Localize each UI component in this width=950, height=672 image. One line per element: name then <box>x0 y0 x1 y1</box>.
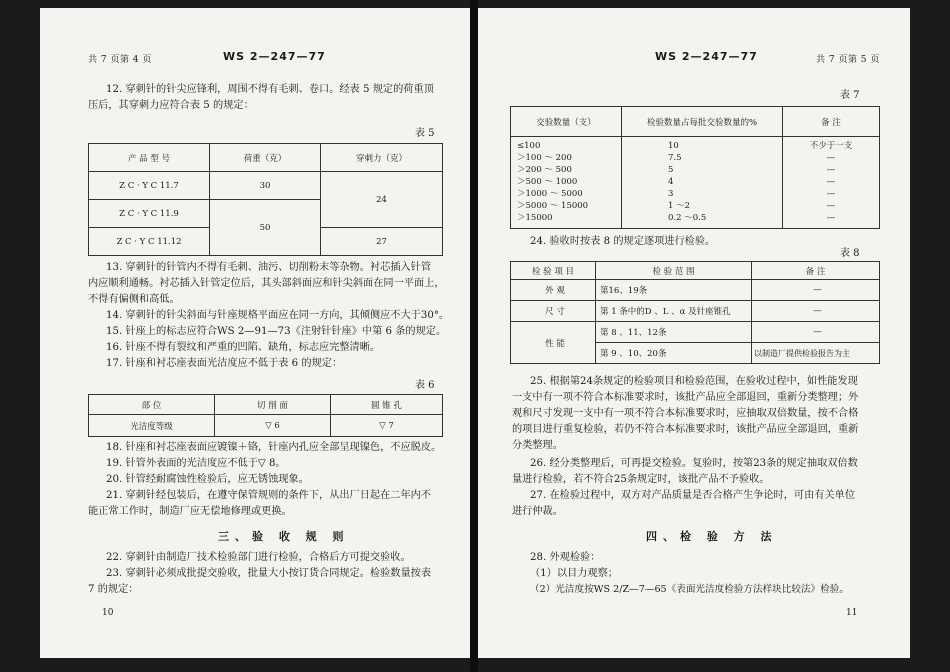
table8 <box>510 261 880 364</box>
table8-cell: 尺 寸 <box>511 301 596 322</box>
right-header-pages: 共 7 页第 5 页 <box>816 55 880 65</box>
table7-quantity-col: ≤100 ＞100 ～ 200 ＞200 ～ 500 ＞500 ～ 1000 ＞1000 ～ 5000 ＞5000 ～ 15000 ＞15000 <box>511 137 622 229</box>
right-header-standard: WS 2—247—77 <box>655 50 758 63</box>
section-3-title: 三、验 收 规 则 <box>218 530 350 543</box>
table5-cell: Z C · Y C 11.7 <box>89 172 210 200</box>
para-27: 27. 在检验过程中，双方对产品质量是否合格产生争论时，可由有关单位 进行仲裁。 <box>512 490 856 517</box>
table8-cell: — <box>752 280 880 301</box>
right-page <box>478 8 910 658</box>
table7-header: 检验数量占每批交验数量的% <box>622 107 783 137</box>
left-header-pages: 共 7 页第 4 页 <box>88 55 152 65</box>
table8-cell: 以制造厂提供检验报告为主 <box>752 343 880 364</box>
para-28: 28. 外观检验： <box>530 552 601 563</box>
table5-cell: 27 <box>321 228 443 256</box>
table6 <box>88 394 443 437</box>
para-25: 25. 根据第24条规定的检验项目和检验范围，在验收过程中，如性能发现 一支中有一项不符合本标准要求时，该批产品应全部退回，重新分类整理；外 观和尺寸发现一支中有一项不符合本标准要求时，应抽取双倍数量，按不合格 的项目进行重复检验，若仍不符合本标准要求时，该批产品应全部退回，重新 分类整理。 <box>512 376 859 451</box>
table7-header: 备 注 <box>783 107 880 137</box>
table7-label: 表 7 <box>840 90 860 101</box>
book-gutter <box>470 0 478 672</box>
table7-note-col: 不少于一支 — — — — — — <box>783 137 880 229</box>
para-19: 19. 针管外表面的光洁度应不低于▽ 8。 <box>106 458 286 469</box>
table8-cell: — <box>752 301 880 322</box>
right-page-number: 11 <box>846 608 858 618</box>
table8-header: 检 验 范 围 <box>596 262 752 280</box>
table6-cell: ▽ 6 <box>215 415 331 437</box>
table5-header: 荷重（克） <box>210 144 321 172</box>
table5-header: 产 品 型 号 <box>89 144 210 172</box>
table7-header: 交验数量（支） <box>511 107 622 137</box>
para-12: 12. 穿刺针的针尖应锋利，周围不得有毛刺、卷口。经表 5 规定的荷重顶 压后，其穿刺力应符合表 5 的规定： <box>88 84 434 111</box>
para-22: 22. 穿刺针由制造厂技术检验部门进行检验，合格后方可提交验收。 <box>106 552 411 563</box>
table6-label: 表 6 <box>415 380 435 391</box>
table8-cell: 性 能 <box>511 322 596 364</box>
table6-header: 圆 锥 孔 <box>331 395 443 415</box>
table8-cell: — <box>752 322 880 343</box>
section-4-title: 四、检 验 方 法 <box>646 530 778 543</box>
para-16: 16. 针座不得有裂纹和严重的凹陷、缺角，标志应完整清晰。 <box>106 342 381 353</box>
table8-cell: 第 8 、11、12条 <box>596 322 752 343</box>
para-17: 17. 针座和衬芯座表面光洁度应不低于表 6 的规定： <box>106 358 343 369</box>
table8-header: 检 验 项 目 <box>511 262 596 280</box>
para-28-2: （2）光洁度按WS 2/Z—7—65《表面光洁度检验方法样块比较法》检验。 <box>530 584 849 595</box>
left-header-standard: WS 2—247—77 <box>223 50 326 63</box>
table5-cell: 50 <box>210 200 321 256</box>
table5-cell: Z C · Y C 11.12 <box>89 228 210 256</box>
para-13: 13. 穿刺针的针管内不得有毛刺、油污、切削粉末等杂物。衬芯插入针管 内应顺利通畅。衬芯插入针管定位后，其头部斜面应和针尖斜面在同一平面上， 不得有偏侧和高低。 <box>88 262 445 305</box>
table6-header: 切 削 面 <box>215 395 331 415</box>
table8-header: 备 注 <box>752 262 880 280</box>
para-21: 21. 穿刺针经包装后，在遵守保管规则的条件下，从出厂日起在二年内不 能正常工作时，制造厂应无偿地修理或更换。 <box>88 490 432 517</box>
table6-header: 部 位 <box>89 395 215 415</box>
para-26: 26. 经分类整理后，可再提交检验。复验时，按第23条的规定抽取双倍数 量进行检验，若不符合25条规定时，该批产品不予验收。 <box>512 458 858 485</box>
para-20: 20. 针管经耐腐蚀性检验后，应无锈蚀现象。 <box>106 474 309 485</box>
table8-label: 表 8 <box>840 248 860 259</box>
table8-cell: 第16、19条 <box>596 280 752 301</box>
table8-cell: 第 9 、10、20条 <box>596 343 752 364</box>
table5-cell: 30 <box>210 172 321 200</box>
table8-cell: 外 观 <box>511 280 596 301</box>
table5-label: 表 5 <box>415 128 435 139</box>
table5 <box>88 143 443 256</box>
table8-cell: 第 1 条中的D 、L 、α 及针座锥孔 <box>596 301 752 322</box>
table6-cell: 光洁度等级 <box>89 415 215 437</box>
para-28-1: （1）以目力观察； <box>530 568 618 579</box>
table5-cell: Z C · Y C 11.9 <box>89 200 210 228</box>
table5-cell: 24 <box>321 172 443 228</box>
left-page <box>40 8 470 658</box>
table5-header: 穿刺力（克） <box>321 144 443 172</box>
table7 <box>510 106 880 229</box>
para-15: 15. 针座上的标志应符合WS 2—91—73《注射针针座》中第 6 条的规定。 <box>106 326 447 337</box>
left-page-number: 10 <box>102 608 114 618</box>
para-24: 24. 验收时按表 8 的规定逐项进行检验。 <box>530 236 716 247</box>
table6-cell: ▽ 7 <box>331 415 443 437</box>
para-18: 18. 针座和衬芯座表面应镀镍＋铬，针座内孔应全部呈现镍色，不应脱皮。 <box>106 442 442 453</box>
para-23: 23. 穿刺针必须成批提交验收，批量大小按订货合同规定。检验数量按表 7 的规定： <box>88 568 432 595</box>
table7-percent-col: 10 7.5 5 4 3 1 ～2 0.2 ～0.5 <box>622 137 783 229</box>
para-14: 14. 穿刺针的针尖斜面与针座规格平面应在同一方向，其倾侧应不大于30°。 <box>106 310 450 321</box>
